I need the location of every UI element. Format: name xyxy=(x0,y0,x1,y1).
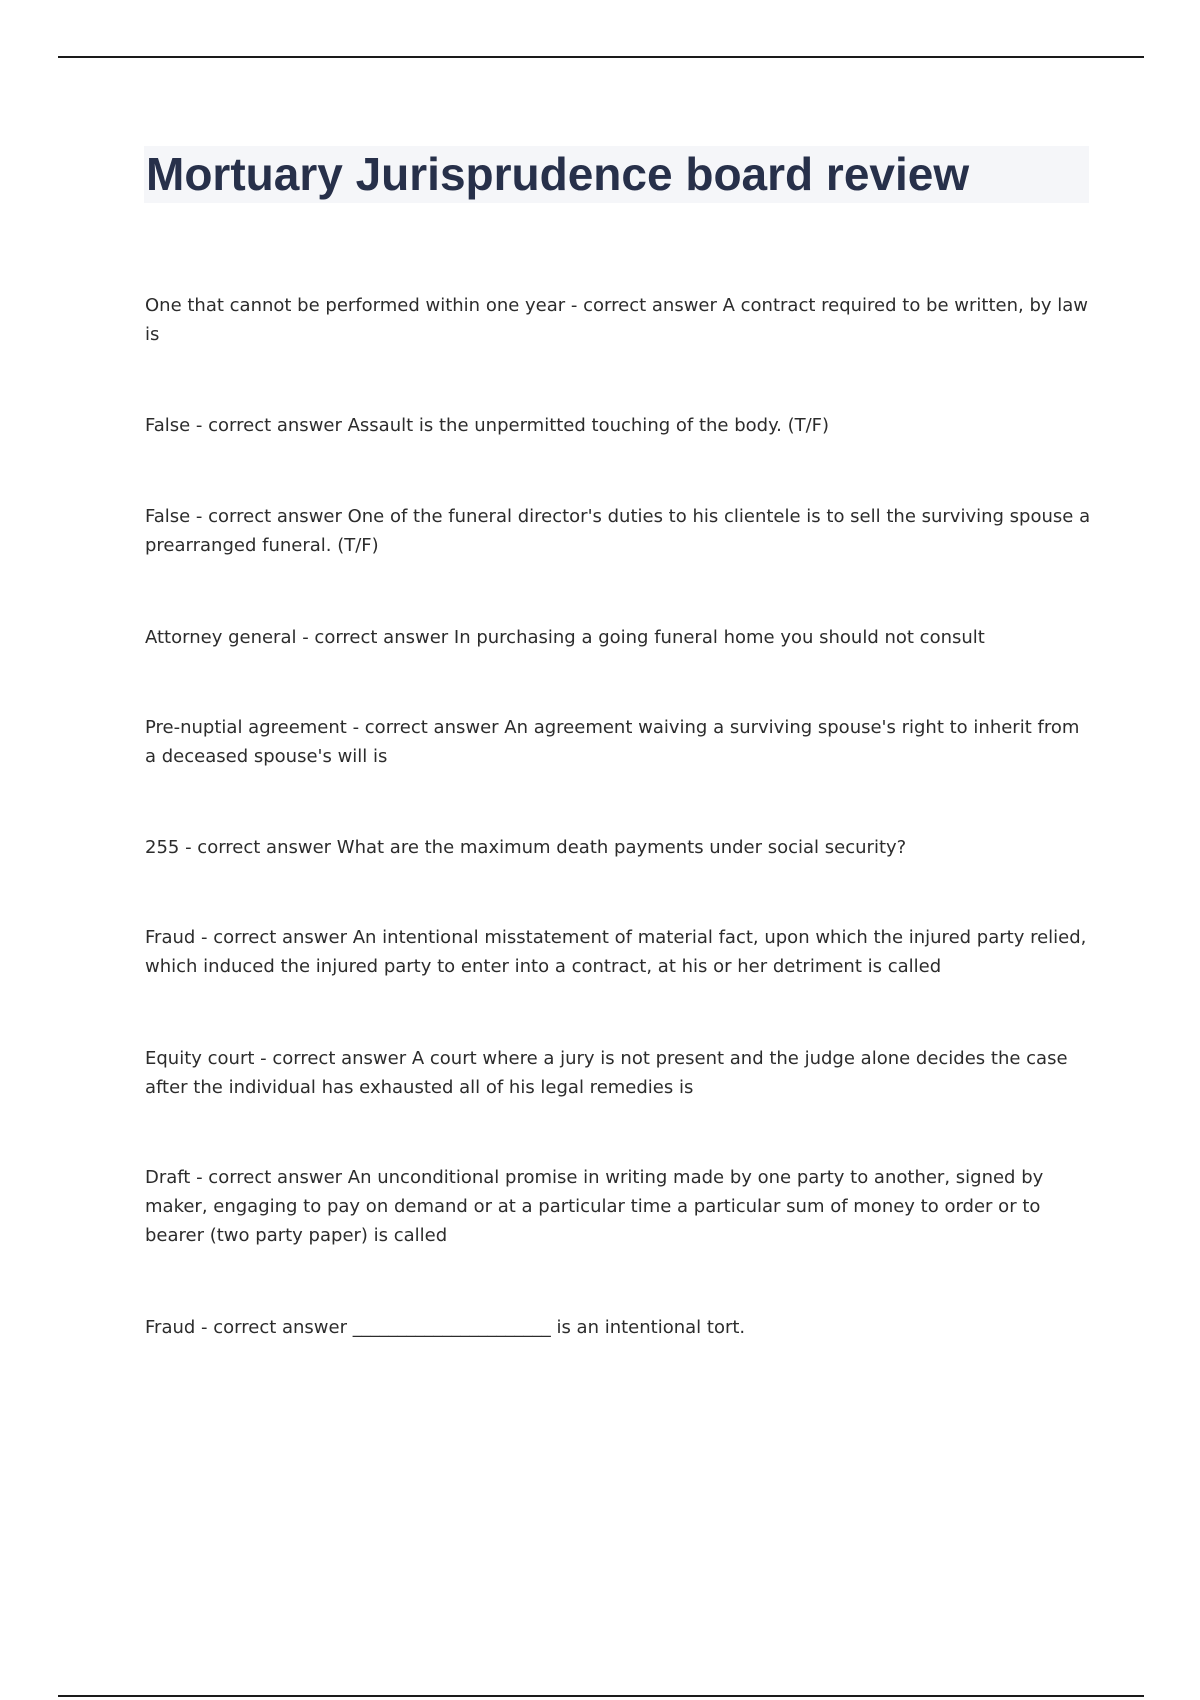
qa-item-5 xyxy=(145,713,1095,771)
qa-text: 255 - correct answer What are the maximum death payments under social security? xyxy=(145,837,907,858)
qa-item-6 xyxy=(145,833,1095,862)
qa-item-7 xyxy=(145,923,1095,981)
qa-item-8 xyxy=(145,1044,1095,1102)
qa-text: Attorney general - correct answer In purchasing a going funeral home you should not consult xyxy=(145,627,985,648)
qa-text: Draft - correct answer An unconditional promise in writing made by one party to another, signed by maker, engaging to pay on demand or at a particular time a particular sum of money to order or to bearer (two party paper) is called xyxy=(145,1167,1050,1246)
top-rule xyxy=(58,56,1144,58)
qa-text: False - correct answer One of the funeral director's duties to his clientele is to sell the surviving spouse a prearranged funeral. (T/F) xyxy=(145,506,1096,556)
qa-item-1 xyxy=(145,291,1095,349)
qa-text: Pre-nuptial agreement - correct answer An agreement waiving a surviving spouse's right to inherit from a deceased spouse's will is xyxy=(145,717,1086,767)
qa-text: Fraud - correct answer An intentional misstatement of material fact, upon which the injured party relied, which induced the injured party to enter into a contract, at his or her detriment is called xyxy=(145,927,1093,977)
qa-item-3 xyxy=(145,502,1095,560)
bottom-rule xyxy=(58,1695,1144,1697)
qa-text: Fraud - correct answer ______________________ is an intentional tort. xyxy=(145,1317,746,1338)
page-title: Mortuary Jurisprudence board review xyxy=(146,148,970,200)
qa-item-10 xyxy=(145,1313,1095,1342)
qa-text: One that cannot be performed within one year - correct answer A contract required to be written, by law is xyxy=(145,295,1094,345)
qa-text: Equity court - correct answer A court where a jury is not present and the judge alone decides the case after the individual has exhausted all of his legal remedies is xyxy=(145,1048,1074,1098)
qa-item-9 xyxy=(145,1163,1095,1250)
qa-item-4 xyxy=(145,623,1095,652)
qa-text: False - correct answer Assault is the unpermitted touching of the body. (T/F) xyxy=(145,415,830,436)
qa-item-2 xyxy=(145,411,1095,440)
